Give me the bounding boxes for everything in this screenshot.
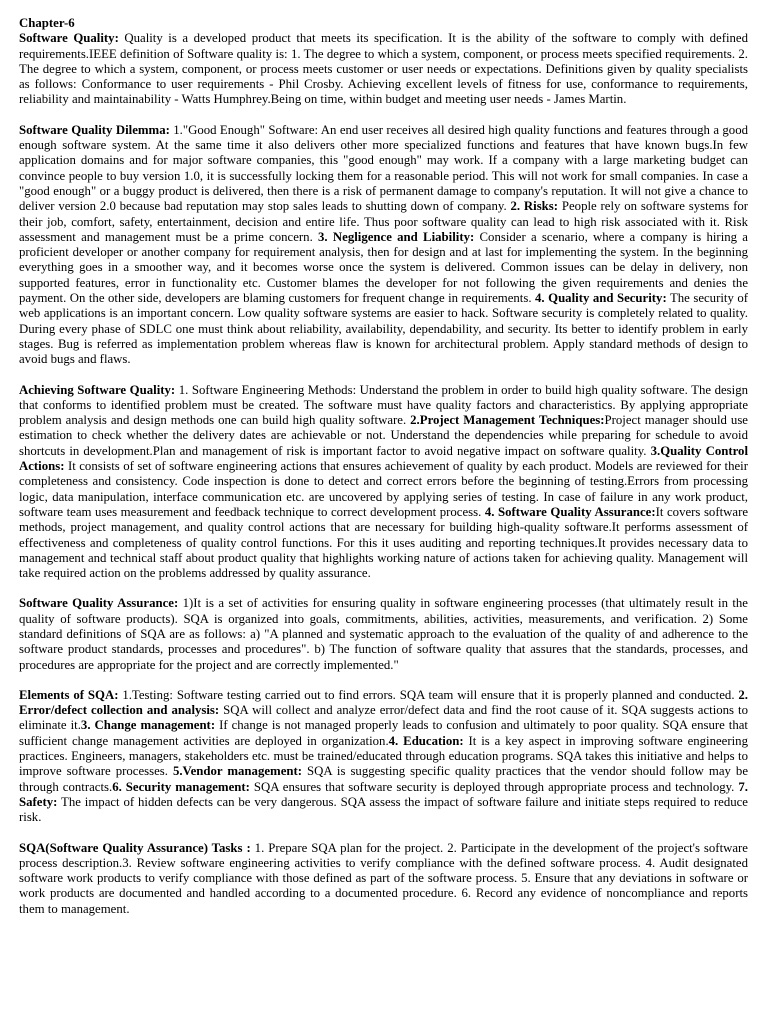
bold-run: Software Quality: (19, 31, 119, 46)
bold-run: 5.Vendor management: (172, 764, 303, 779)
section-elements-sqa (19, 688, 748, 826)
chapter-heading: Chapter-6 (19, 16, 75, 30)
bold-run: 2. Risks: (510, 199, 559, 214)
bold-run: 2.Project Management Techniques: (410, 413, 605, 428)
bold-run: 7. Safety: (19, 779, 748, 809)
text-run: People rely on software systems for their job, comfort, safety, entertainment, decision and entire life. Thus poor software quality can lead to high risk associated with it. Risk assessment and management must be a prime concern. (19, 199, 749, 244)
section-sqa (19, 596, 748, 672)
bold-run: Achieving Software Quality: (19, 382, 176, 397)
section-quality-dilemma (19, 123, 748, 368)
bold-run: Elements of SQA: (19, 687, 119, 702)
section-sqa-tasks (19, 841, 748, 917)
text-run: SQA is suggesting specific quality practices that the vendor should follow may be through contracts. (19, 764, 748, 794)
text-run: Consider a scenario, where a company is hiring a proficient developer or another company for requirement analysis, then for design and at last for implementing the system. In the beginning everything goes in a smoother way, and it becomes worse once the system is delivered. Common issues can be delay in delivery, non supported features, error in functionality etc. Customer blames the developer for not following the given requirements and denies the payment. On the other side, developers are blaming customers for frequent change in requirements. (19, 229, 748, 306)
bold-run: Software Quality Assurance: (19, 596, 179, 611)
text-run: Quality is a developed product that meets its specification. It is the ability of the software to comply with defined requirements.IEEE definition of Software quality is: 1. The degree to which a system, component, or process meets specified requirements. 2. The degree to which a system, component, or process meets customer or user needs or expectations. Definitions given by quality specialists as follows: Conformance to user requirements - Phil Crosby. Achieving excellent levels of fitness for use, conformance to requirements, reliability and maintainability - Watts Humphrey.Being on time, within budget and meeting user needs - James Martin. (19, 31, 748, 107)
text-run: SQA ensures that software security is deployed through appropriate process and technology. (249, 779, 739, 794)
text-run: SQA will collect and analyze error/defect data and find the root cause of it. SQA suggests actions to eliminate it. (19, 703, 749, 733)
bold-run: 4. Software Quality Assurance: (484, 504, 656, 519)
bold-run: 4. Education: (388, 733, 464, 748)
text-run: 1. Software Engineering Methods: Understand the problem in order to build high quality software. The design that conforms to identified problem must be created. The software must have quality factors and characteristics. By applying appropriate problem analysis and design methods one can build high quality software. (19, 382, 748, 428)
text-run: It is a key aspect in improving software engineering practices. Engineers, managers, stakeholders etc. must be trained/educated through education programs. SQA takes this initiative and helps to improve software processes. (19, 733, 748, 779)
bold-run: Software Quality Dilemma: (19, 122, 170, 137)
text-run: 1."Good Enough" Software: An end user receives all desired high quality functions and features through a good enough software system. At the same time it also delivers other more specialized functions and features that have known bugs.In few application domains and for major software companies, this "good enough" may work. If a company with a large marketing budget can convince people to buy version 1.0, it is successfully locking them for a reasonable period. This will not work for small companies. In case a "good enough" or a buggy product is delivered, then there is a risk of permanent damage to company's reputation. It will not give a chance to deliver version 2.0 because bad reputation may stop sales leads to shutting down of company. (19, 122, 748, 214)
text-run: It covers software methods, project management, and quality control actions that are necessary for building high-quality software.It performs assessment of effectiveness and completeness of quality control functions. For this it uses auditing and reporting techniques.It provides necessary data to management and technical staff about product quality that highlights working nature of actions taken for achieving quality. Management will take required action on the problems addressed by quality assurance. (19, 504, 749, 581)
bold-run: 3. Change management: (80, 718, 216, 733)
text-run: If change is not managed properly leads to confusion and ultimately to poor quality. SQA ensure that sufficient change management activities are deployed in organization. (19, 718, 748, 748)
text-run: It consists of set of software engineering actions that ensures achievement of quality by each product. Models are reviewed for their completeness and consistency. Code inspection is done to detect and correct errors before the beginning of testing.Errors from processing logic, data manipulation, interface communication etc. are uncovered by applying series of testing. In case of failure in any work product, software team uses measurement and feedback technique to correct development process. (19, 459, 748, 519)
bold-run: 3.Quality Control Actions: (19, 443, 748, 474)
text-run: 1. Prepare SQA plan for the project. 2. Participate in the development of the project's software process description.3. Review software engineering activities to verify compliance with the defined software process. 4. Audit designated software work products to verify compliance with those defined as part of the software process. 5. Ensure that any deviations in software or work products are documented and handled according to a documented procedure. 6. Record any evidence of noncompliance and reports them to management. (19, 840, 748, 916)
text-run: 1)It is a set of activities for ensuring quality in software engineering processes (that ultimately result in the quality of software products). SQA is organized into goals, commitments, abilities, activities, measurements, and verification. 2) Some standard definitions of SQA are as follows: a) "A planned and systematic approach to the evaluation of the quality of and adherence to the software product standards, processes and procedures". b) The function of software quality that assures that the standards, processes, and procedures are appropriate for the project and are correctly implemented." (19, 596, 748, 672)
bold-run: SQA(Software Quality Assurance) Tasks : (19, 840, 251, 855)
text-run: 1.Testing: Software testing carried out to find errors. SQA team will ensure that it is properly planned and conducted. (118, 687, 739, 702)
bold-run: 3. Negligence and Liability: (318, 229, 475, 244)
bold-run: 4. Quality and Security: (535, 291, 667, 306)
section-software-quality (19, 31, 748, 107)
bold-run: 6. Security management: (112, 779, 250, 794)
text-run: The security of web applications is an important concern. Low quality software systems are easier to hack. Software security is completely related to quality. During every phase of SDLC one must think about reliability, availability, dependability, and security. Its better to identify problem in early stages. Bug is referred as implementation problem whereas flaw is known for architectural problem. Apply standard methods of design to avoid bugs and flaws. (19, 291, 748, 367)
text-run: The impact of hidden defects can be very dangerous. SQA assess the impact of software failure and initiate steps required to reduce risk. (19, 794, 748, 825)
bold-run: 2. Error/defect collection and analysis: (19, 687, 748, 718)
document-body (19, 31, 748, 917)
text-run: Project manager should use estimation to check whether the delivery dates are achievable or not. Understand the dependencies while preparing for schedule to avoid shortcuts in development.Plan and management of risk is important factor to avoid negative impact on software quality. (19, 413, 748, 458)
section-achieving-quality (19, 383, 748, 582)
